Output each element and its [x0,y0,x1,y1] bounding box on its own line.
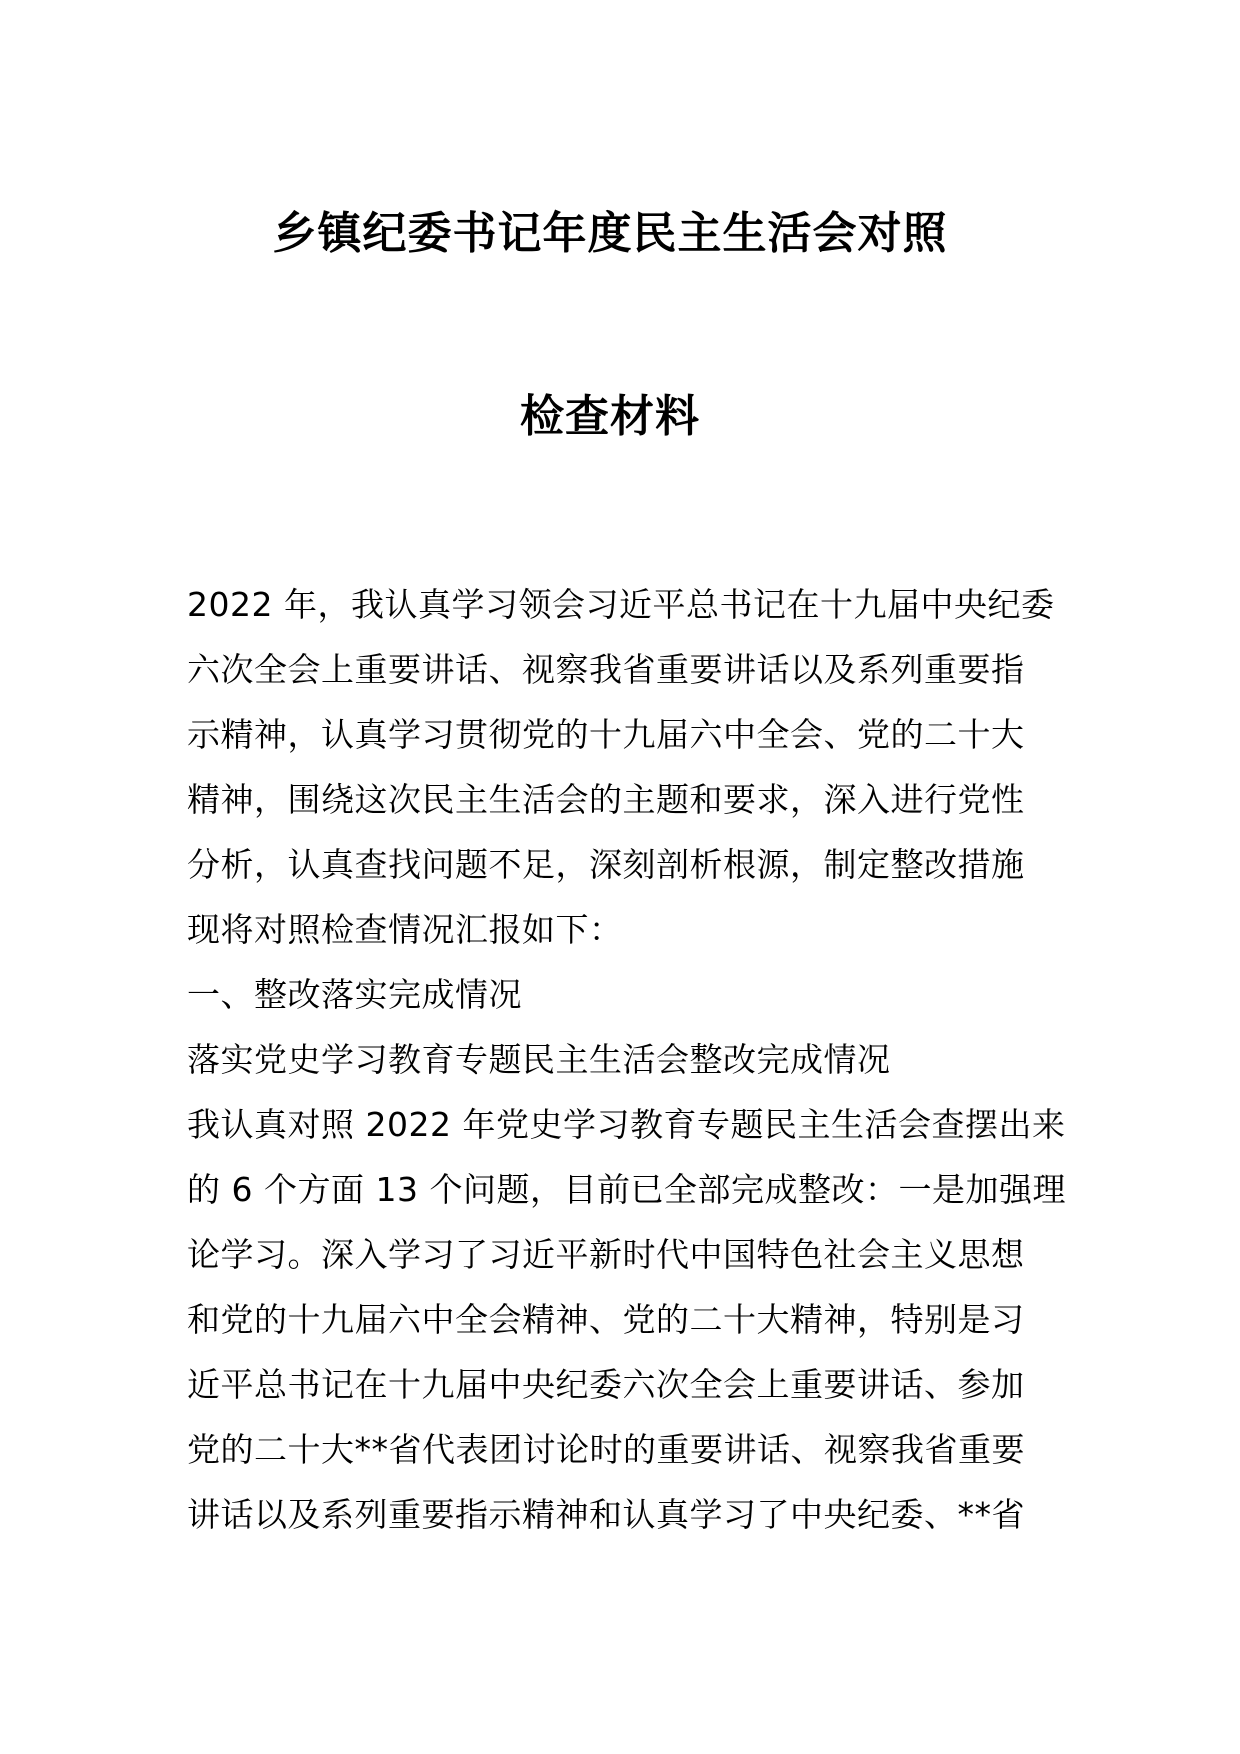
body-line: 讲话以及系列重要指示精神和认真学习了中央纪委、**省 [187,1495,1025,1534]
body-line: 精神，围绕这次民主生活会的主题和要求，深入进行党性 [187,780,1025,819]
section-heading: 一、整改落实完成情况 [187,975,522,1014]
body-line: 示精神，认真学习贯彻党的十九届六中全会、党的二十大 [187,715,1025,754]
body-line: 现将对照检查情况汇报如下： [187,910,623,949]
document-title-line-1: 乡镇纪委书记年度民主生活会对照 [272,208,948,259]
document-title-line-2: 检查材料 [520,391,700,442]
body-line: 的 6 个方面 13 个问题，目前已全部完成整改：一是加强理 [187,1170,1066,1209]
subsection-heading: 落实党史学习教育专题民主生活会整改完成情况 [187,1040,891,1079]
body-line: 近平总书记在十九届中央纪委六次全会上重要讲话、参加 [187,1365,1025,1404]
body-line: 论学习。深入学习了习近平新时代中国特色社会主义思想 [187,1235,1025,1274]
body-line: 我认真对照 2022 年党史学习教育专题民主生活会查摆出来 [187,1105,1066,1144]
body-line: 和党的十九届六中全会精神、党的二十大精神，特别是习 [187,1300,1025,1339]
body-line: 六次全会上重要讲话、视察我省重要讲话以及系列重要指 [187,650,1025,689]
document-body [187,572,1066,1547]
body-line: 2022 年，我认真学习领会习近平总书记在十九届中央纪委 [187,585,1055,624]
body-line: 党的二十大**省代表团讨论时的重要讲话、视察我省重要 [187,1430,1025,1469]
body-line: 分析，认真查找问题不足，深刻剖析根源，制定整改措施 [187,845,1025,884]
